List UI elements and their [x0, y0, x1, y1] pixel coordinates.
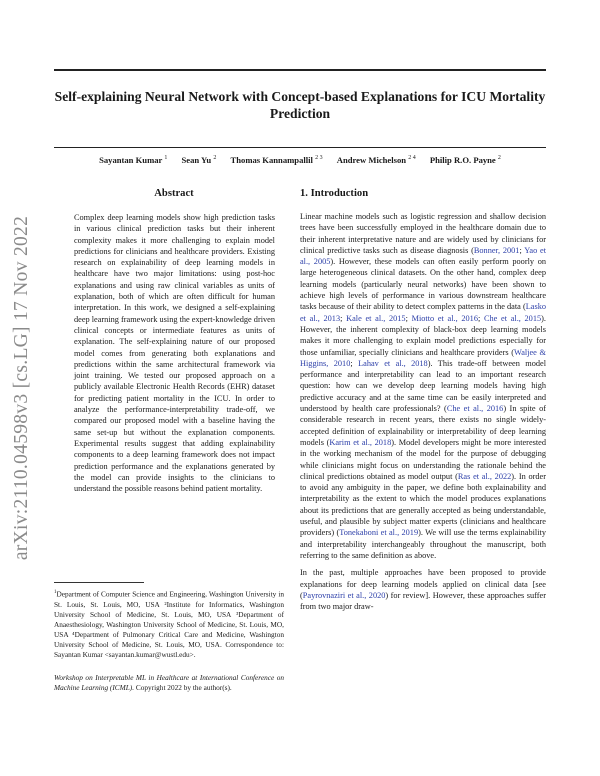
copyright-notice: Copyright 2022 by the author(s). — [134, 683, 232, 693]
author-5: Philip R.O. Payne $^2$ — [429, 155, 501, 165]
body-text: ; — [519, 245, 525, 255]
arxiv-sidebar — [7, 200, 37, 576]
abstract-heading: Abstract — [154, 188, 194, 199]
workshop-note — [54, 673, 284, 693]
body-text: ). In order to avoid any ambiguity in the paper, we define both explainability and interpretability as the extent to which the model produces explanations about its predictions that are generally accepted as being understandable, useful, and plausible by subject matter experts (clinicians and healthcare providers) ( — [300, 471, 546, 538]
body-text: ). Model developers might be more interested in the working mechanism of the model for the purpose of debugging while clinicians might focus on understanding the rationale behind the clinical predictions obtained as model output ( — [300, 437, 546, 481]
affiliations-footnote: $^1$Department of Computer Science and Engineering, Washington University in St. Louis, St. Louis, MO, USA ²Institute for Informatics, Washington University School of Medicine, St. Louis, MO, USA ³Department of Anaesthesiology, Washington University School of Medicine, St. Louis, MO, USA ⁴Department of Pulmonary Critical Care and Medicine, Washington University School of Medicine, St. Louis, MO, USA. Correspondence to: Sayantan Kumar <sayantan.kumar@wustl.edu>. — [54, 589, 284, 659]
introduction-heading: 1. Introduction — [300, 188, 369, 199]
footnote-rule — [54, 582, 144, 583]
citation-link[interactable]: Kale et al., 2015 — [346, 313, 406, 323]
author-list — [54, 155, 546, 165]
body-text: ). We will use the terms explainability and interpretability interchangeably throughout the manuscript, both referring to the same definition as above. — [300, 528, 547, 560]
author-3: Thomas Kannampallil $^{2 3}$ — [230, 155, 323, 165]
citation-link[interactable]: Tonekaboni et al., 2019 — [339, 528, 419, 538]
body-text: ) In spite of considerable research in recent years, there exists no single widely-accepted definition of explainability or interpretability of deep learning models ( — [300, 404, 546, 447]
paper-title: Self-explaining Neural Network with Concept-based Explanations for ICU Mortality Prediction — [54, 89, 546, 121]
body-text: ). This trade-off between model performance and interpretability can lead to an important research question: how can we develop deep learning models having high predictive accuracy and at the same time can be easily interpreted and understood by health care professionals? ( — [300, 358, 547, 414]
author-4: Andrew Michelson $^{2 4}$ — [336, 155, 416, 165]
workshop-venue: Workshop on Interpretable ML in Healthcare at International Conference on Machine Learning (ICML). — [54, 673, 284, 693]
abstract-body: Complex deep learning models show high prediction tasks in various clinical prediction tasks but their inherent complexity makes it more challenging to explain model predictions for clinicians and healthcare providers. Existing research on explainability of deep learning models in healthcare have two major limitations: using post-hoc explanations and using raw clinical variables as units of explanation, both of which are often difficult for human interpretation. In this work, we designed a self-explaining deep learning framework using the expert-knowledge driven clinical concepts or intermediate features as units of explanation. The self-explaining nature of our proposed model comes from generating both explanations and predictions within the same architectural framework via joint training. We tested our proposed approach on a publicly available Electronic Health Records (EHR) dataset for predicting patient mortality in the ICU. In order to analyze the performance-interpretability trade-off, we compared our proposed model with a baseline having the same set-up but without the explanation components. Experimental results suggest that adding explainability components to a deep learning framework does not impact prediction performance and the explanations generated by the model can provide insights to the clinicians to understand the possible reasons behind patient mortality. — [74, 213, 275, 494]
body-text: In the past, multiple approaches have been proposed to provide explanations for deep learning models applied on clinical data [see ( — [300, 568, 546, 600]
citation-link[interactable]: Lasko et al., 2013 — [300, 302, 546, 323]
body-text: ). However, the inherent complexity of black-box deep learning models makes it more challenging to explain model predictions especially for those unfamiliar, specially clinicians and healthcare providers ( — [300, 313, 546, 357]
citation-link[interactable]: Bonner, 2001 — [473, 245, 520, 255]
body-text: ; — [350, 358, 359, 368]
arxiv-identifier: arXiv:2110.04598v3 [cs.LG] 17 Nov 2022 — [11, 215, 32, 561]
intro-paragraph-1 — [300, 211, 546, 561]
citation-link[interactable]: Ras et al., 2022 — [457, 471, 512, 481]
citation-link[interactable]: Payrovnaziri et al., 2020 — [302, 590, 386, 600]
author-2: Sean Yu $^2$ — [181, 155, 217, 165]
body-text: ; — [340, 313, 347, 323]
body-text: ). However, these models can often easily perform poorly on large heterogeneous clinical datasets. On the other hand, complex deep learning models (particularly neural networks) have been shown to achieve high levels of performance in various downstream healthcare tasks because of their ability to detect complex patterns in the data ( — [300, 257, 547, 312]
citation-link[interactable]: Yao et al., 2005 — [300, 245, 547, 267]
title-top-rule — [54, 69, 546, 71]
citation-link[interactable]: Che et al., 2015 — [483, 313, 542, 323]
citation-link[interactable]: Waljee & Higgins, 2010 — [300, 347, 546, 368]
citation-link[interactable]: Karim et al., 2018 — [329, 437, 392, 447]
intro-paragraph-2 — [300, 567, 546, 612]
citation-link[interactable]: Miotto et al., 2016 — [411, 313, 478, 323]
body-text: ; — [477, 313, 484, 323]
author-1: Sayantan Kumar $^1$ — [99, 155, 168, 165]
body-text: ; — [405, 313, 412, 323]
citation-link[interactable]: Lahav et al., 2018 — [358, 358, 428, 368]
body-text: Linear machine models such as logistic regression and shallow decision trees have been successfully employed in the healthcare domain due to their inherent interpretative nature and are widely used by clinicians for clinical predictive tasks such as disease diagnosis ( — [300, 212, 546, 255]
body-text: ) for review]. However, these approaches suffer from two major draw- — [300, 590, 546, 612]
title-bottom-rule — [54, 147, 546, 148]
introduction-body — [300, 211, 546, 612]
citation-link[interactable]: Che et al., 2016 — [446, 404, 504, 414]
